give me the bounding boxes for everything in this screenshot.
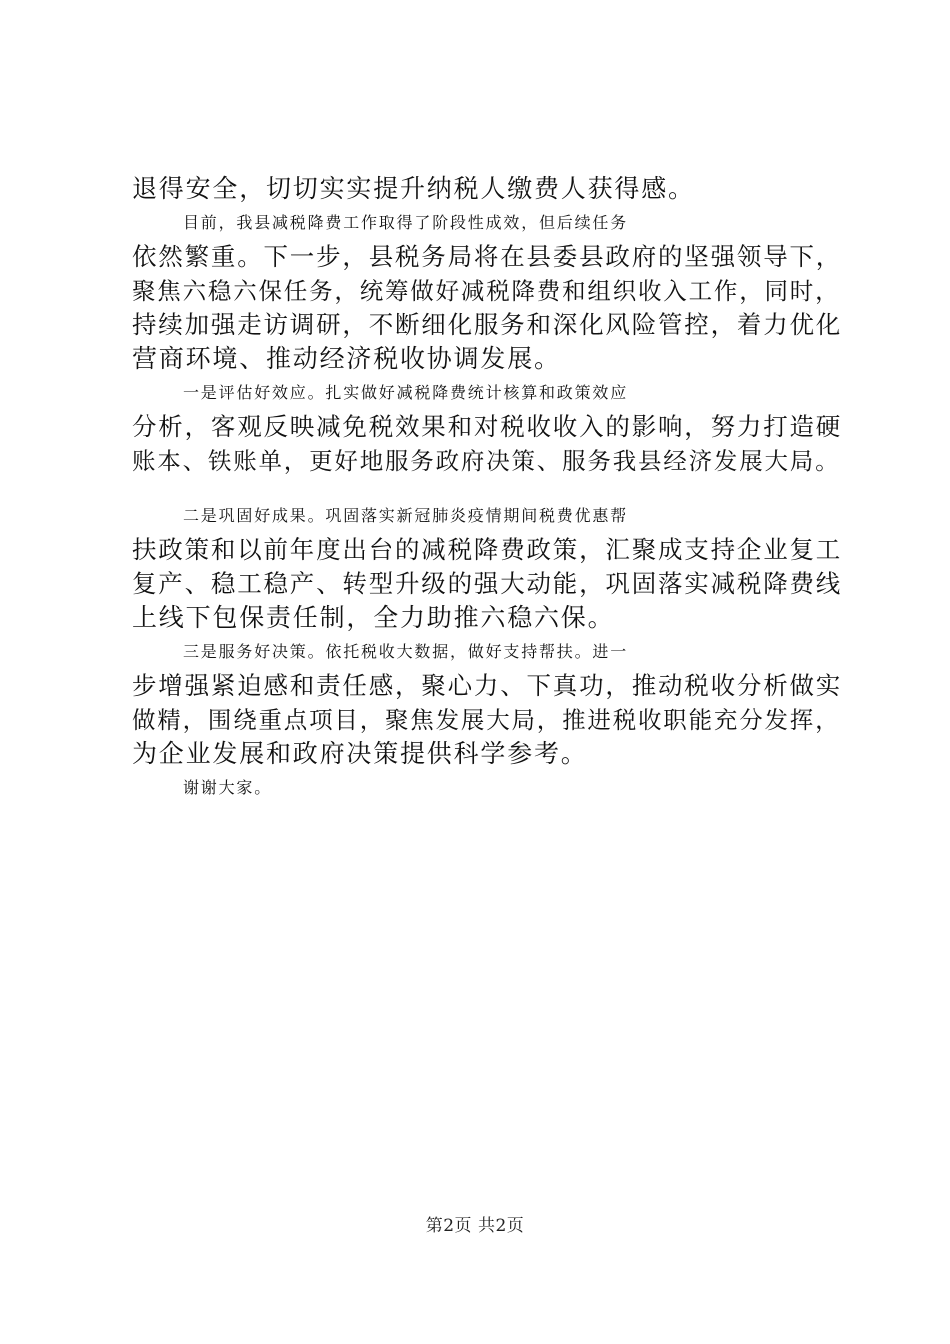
paragraph-start-line: 一是评估好效应。扎实做好减税降费统计核算和政策效应 (183, 383, 629, 402)
paragraph-start-line: 二是巩固好成果。巩固落实新冠肺炎疫情期间税费优惠帮 (183, 506, 629, 525)
paragraph-start-line: 目前，我县减税降费工作取得了阶段性成效，但后续任务 (183, 213, 629, 232)
closing-line: 谢谢大家。 (183, 778, 273, 797)
text-line: 账本、铁账单，更好地服务政府决策、服务我县经济发展大局。 (132, 447, 841, 475)
text-line: 上线下包保责任制，全力助推六稳六保。 (132, 603, 615, 632)
text-line: 步增强紧迫感和责任感，聚心力、下真功，推动税收分析做实 (132, 671, 843, 700)
text-line: 聚焦六稳六保任务，统筹做好减税降费和组织收入工作，同时， (132, 277, 841, 305)
text-line: 分析，客观反映减免税效果和对税收收入的影响，努力打造硬 (132, 412, 843, 441)
page-footer: 第2页 共2页 (425, 1216, 525, 1236)
text-line: 做精，围绕重点项目，聚焦发展大局，推进税收职能充分发挥， (132, 706, 841, 734)
paragraph-start-line: 三是服务好决策。依托税收大数据，做好支持帮扶。进一 (183, 642, 629, 661)
text-line: 依然繁重。下一步，县税务局将在县委县政府的坚强领导下， (132, 242, 843, 271)
text-line: 退得安全，切切实实提升纳税人缴费人获得感。 (132, 174, 695, 203)
text-line: 营商环境、推动经济税收协调发展。 (132, 344, 561, 373)
text-line: 扶政策和以前年度出台的减税降费政策，汇聚成支持企业复工 (132, 535, 843, 564)
text-line: 复产、稳工稳产、转型升级的强大动能，巩固落实减税降费线 (132, 569, 843, 598)
text-line: 为企业发展和政府决策提供科学参考。 (132, 739, 588, 768)
text-line: 持续加强走访调研，不断细化服务和深化风险管控，着力优化 (132, 310, 843, 339)
